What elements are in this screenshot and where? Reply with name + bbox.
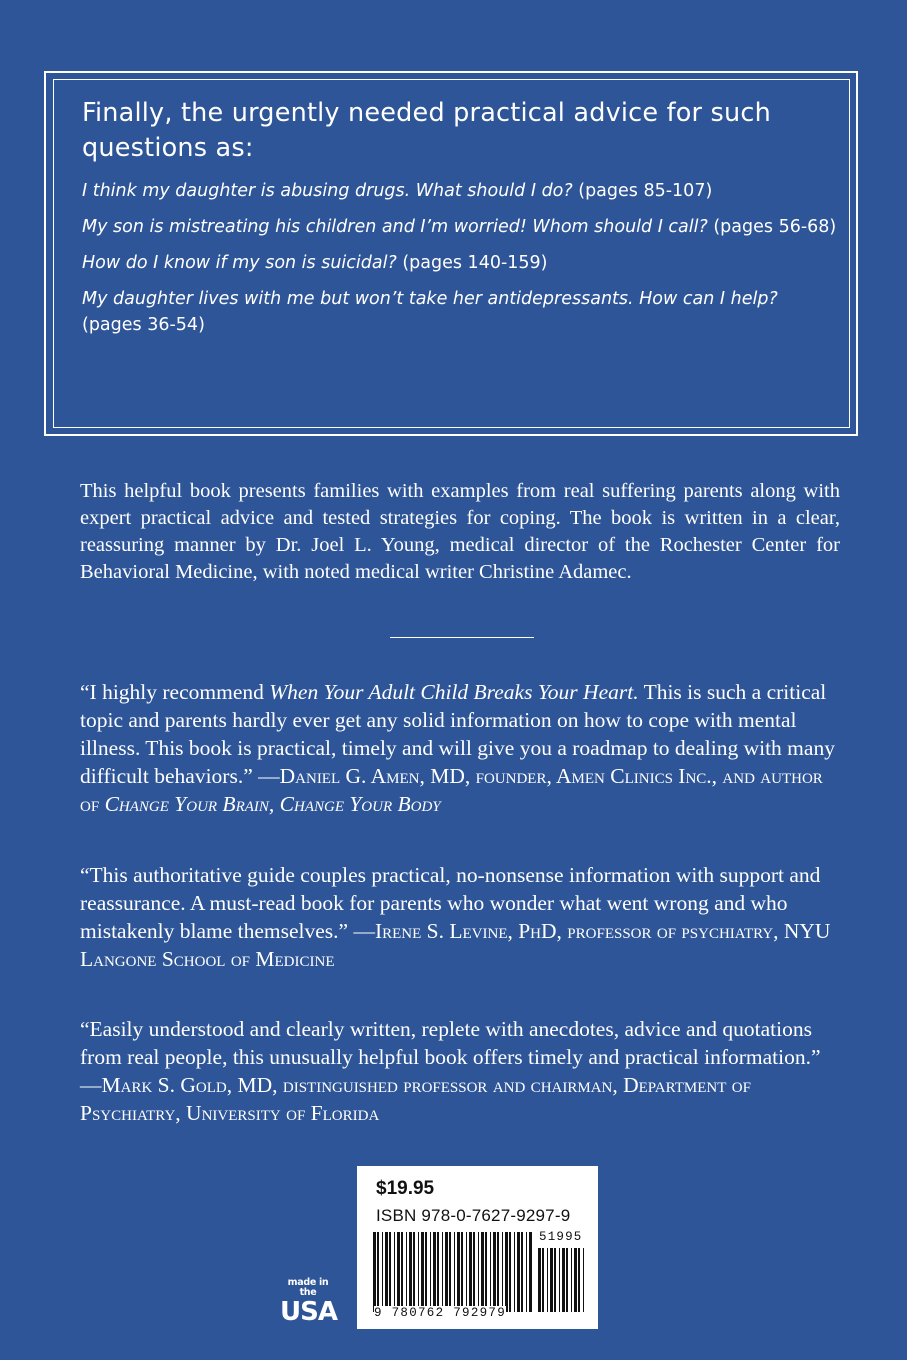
question-pages: (pages 36-54) xyxy=(82,315,205,335)
endorsement-quote: “This authoritative guide couples practical, no-nonsense information with support and reassurance. A must-read book for parents who wonder what went wrong and who mistakenly blame themselves.” xyxy=(80,863,821,943)
question-box-intro: Finally, the urgently needed practical advice for such questions as: xyxy=(82,98,771,163)
endorsement-author-book: Change Your Brain, Change Your Body xyxy=(104,792,441,816)
barcode-bar xyxy=(509,1232,511,1312)
barcode-bar xyxy=(550,1248,553,1312)
barcode-bar xyxy=(514,1232,515,1312)
endorsement-book-title: When Your Adult Child Breaks Your Heart. xyxy=(269,680,639,704)
endorsement-gold xyxy=(80,1015,840,1127)
barcode-bar xyxy=(430,1232,431,1312)
question-item xyxy=(82,214,842,240)
barcode-bar xyxy=(562,1248,565,1312)
barcode-bar xyxy=(389,1232,391,1312)
question-pages: (pages 140-159) xyxy=(402,253,548,273)
barcode-ean-number: 9 780762 792979 xyxy=(374,1306,507,1320)
question-text: How do I know if my son is suicidal? xyxy=(82,253,397,273)
barcode-bar xyxy=(433,1232,436,1312)
barcode-bar xyxy=(493,1232,496,1312)
barcode-bar xyxy=(547,1248,548,1312)
barcode-bar xyxy=(559,1248,560,1312)
divider-rule xyxy=(390,637,534,638)
barcode-bar xyxy=(421,1232,424,1312)
barcode-bar xyxy=(406,1232,407,1312)
barcode-bar xyxy=(521,1232,523,1312)
barcode-bar xyxy=(469,1232,472,1312)
question-item xyxy=(82,178,842,204)
barcode-bar xyxy=(382,1232,383,1312)
barcode-bar xyxy=(502,1232,503,1312)
question-text: My son is mistreating his children and I’m worried! Whom should I call? xyxy=(82,217,708,237)
price-label: $19.95 xyxy=(376,1178,435,1199)
barcode-bar xyxy=(526,1232,527,1312)
barcode-bar xyxy=(377,1232,379,1312)
barcode-bar xyxy=(538,1248,541,1312)
barcode-bar xyxy=(497,1232,499,1312)
usa-label: USA xyxy=(280,1297,337,1327)
endorsement-quote-start: “I highly recommend xyxy=(80,680,270,704)
endorsement-quote: “Easily understood and clearly written, replete with anecdotes, advice and quotations from real people, this unusually helpful book offers timely and practical information.” xyxy=(80,1017,821,1069)
barcode-bar xyxy=(418,1232,419,1312)
barcode-bar xyxy=(449,1232,451,1312)
barcode-bar xyxy=(466,1232,467,1312)
question-text: I think my daughter is abusing drugs. What should I do? xyxy=(82,181,573,201)
isbn-label: ISBN 978-0-7627-9297-9 xyxy=(376,1206,571,1225)
book-description: This helpful book presents families with examples from real suffering parents along with expert practical advice and tested strategies for coping. The book is written in a clear, reassuring manner by Dr. Joel L. Young, medical director of the Rochester Center for Behavioral Medicine, with noted medical writer Christine Adamec. xyxy=(80,480,840,583)
barcode-bar xyxy=(490,1232,491,1312)
barcode-bar xyxy=(485,1232,487,1312)
barcode-bar xyxy=(401,1232,403,1312)
question-pages: (pages 85-107) xyxy=(578,181,713,201)
barcode-bar xyxy=(481,1232,484,1312)
barcode-bar xyxy=(554,1248,556,1312)
barcode-bar xyxy=(571,1248,572,1312)
barcode-bar xyxy=(385,1232,388,1312)
barcode-bar xyxy=(583,1248,584,1312)
barcode-bar xyxy=(437,1232,439,1312)
barcode-bar xyxy=(373,1232,376,1312)
barcode-bar xyxy=(505,1232,508,1312)
endorsement-attribution: —Mark S. Gold, MD, distinguished professor and chairman, Department of Psychiatry, University of Florida xyxy=(80,1073,751,1125)
barcode-bar xyxy=(413,1232,415,1312)
barcode-bar xyxy=(566,1248,568,1312)
made-in-usa-logo xyxy=(280,1277,337,1327)
barcode-bar xyxy=(574,1248,577,1312)
barcode-bar xyxy=(397,1232,400,1312)
question-box xyxy=(82,96,842,348)
barcode-bar xyxy=(442,1232,443,1312)
ean-barcode xyxy=(372,1232,532,1312)
barcode-bar xyxy=(457,1232,460,1312)
barcode-sticker xyxy=(357,1166,598,1329)
barcode-bar xyxy=(394,1232,395,1312)
barcode-bar xyxy=(454,1232,455,1312)
barcode-addon-number: 51995 xyxy=(539,1230,583,1244)
barcode-bar xyxy=(473,1232,475,1312)
barcode-bar xyxy=(425,1232,427,1312)
barcode-bar xyxy=(517,1232,520,1312)
made-in-label: made in the xyxy=(287,1277,329,1298)
barcode-bar xyxy=(542,1248,544,1312)
barcode-bar xyxy=(478,1232,479,1312)
question-pages: (pages 56-68) xyxy=(713,217,837,237)
barcode-bar xyxy=(529,1232,532,1312)
barcode-bar xyxy=(409,1232,412,1312)
question-item xyxy=(82,250,842,276)
addon-barcode xyxy=(537,1248,587,1312)
barcode-bar xyxy=(578,1248,580,1312)
endorsement-attribution: —Irene S. Levine, PhD, professor of psychiatry, NYU Langone School of Medicine xyxy=(80,919,831,971)
barcode-bar xyxy=(461,1232,463,1312)
endorsement-quote-end: This is such a critical topic and parents hardly ever get any solid information on how to cope with mental illness. This book is practical, timely and will give you a roadmap to dealing with many difficult behaviors.” xyxy=(80,680,835,788)
endorsement-attribution: —Daniel G. Amen, MD, founder, Amen Clinics Inc., and author of xyxy=(80,764,823,816)
question-item xyxy=(82,286,842,338)
question-text: My daughter lives with me but won’t take her antidepressants. How can I help? xyxy=(82,289,778,309)
endorsement-amen xyxy=(80,678,840,818)
endorsement-levine xyxy=(80,861,840,973)
barcode-bar xyxy=(445,1232,448,1312)
